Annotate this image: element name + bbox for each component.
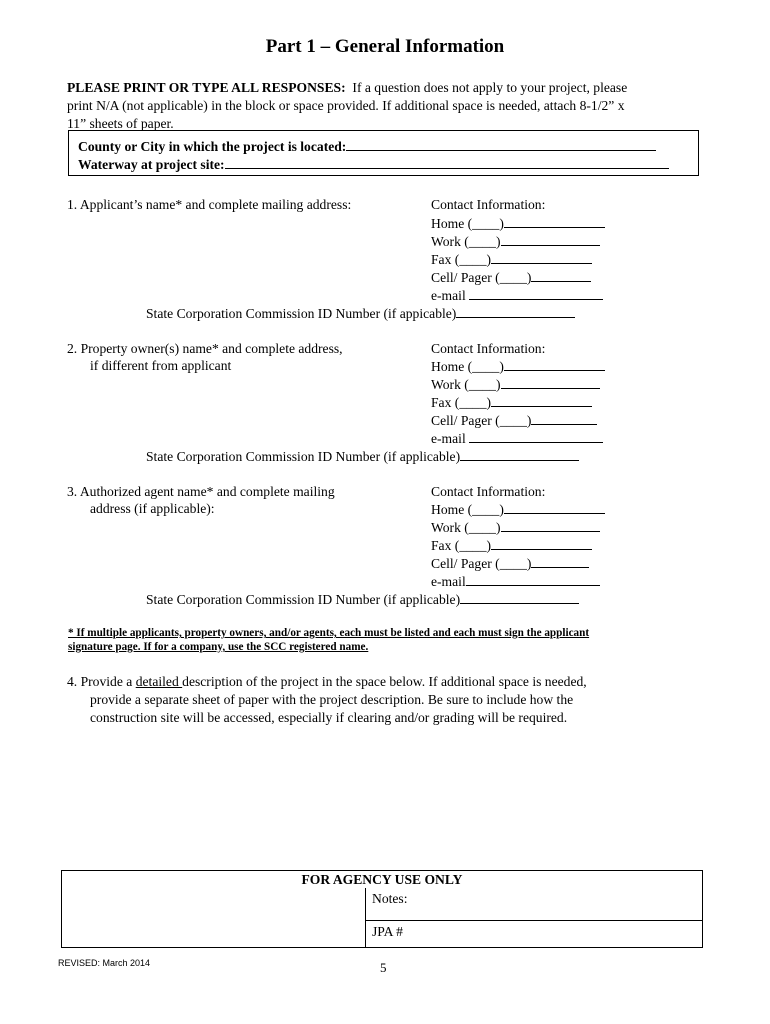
q4-text-1: description of the project in the space below. If additional space is needed, xyxy=(182,674,587,689)
q1-work-field[interactable] xyxy=(431,233,600,250)
q2-cell-field[interactable] xyxy=(431,412,597,429)
q2-work-field[interactable] xyxy=(431,376,600,393)
q2-cell-blank[interactable] xyxy=(531,412,597,425)
email-label: e-mail xyxy=(431,288,466,303)
q4-text-3: construction site will be accessed, especially if clearing and/or grading will be required. xyxy=(90,710,568,725)
instructions-heading: PLEASE PRINT OR TYPE ALL RESPONSES: xyxy=(67,80,346,95)
cell-label: Cell/ Pager (____) xyxy=(431,556,532,571)
work-label: Work (____) xyxy=(431,520,501,535)
scc-label: State Corporation Commission ID Number (if applicable) xyxy=(146,449,461,464)
q3-work-field[interactable] xyxy=(431,519,600,536)
footnote xyxy=(68,626,708,654)
q2-label: 2. Property owner(s) name* and complete address, xyxy=(67,341,343,356)
q1-work-blank[interactable] xyxy=(501,233,600,246)
county-field[interactable] xyxy=(78,138,656,155)
page-number: 5 xyxy=(380,960,387,975)
q3-fax-blank[interactable] xyxy=(491,537,592,550)
footnote-line-1: * If multiple applicants, property owners, and/or agents, each must be listed and each must sign the applicant xyxy=(68,627,590,639)
q4-emphasis: detailed xyxy=(135,674,183,689)
email-label: e-mail xyxy=(431,574,466,589)
fax-label: Fax (____) xyxy=(431,252,492,267)
home-label: Home (____) xyxy=(431,502,504,517)
agency-row-divider xyxy=(365,920,702,921)
q1-fax-blank[interactable] xyxy=(491,251,592,264)
q3-scc-field[interactable] xyxy=(146,591,579,608)
waterway-blank[interactable] xyxy=(225,156,669,169)
footnote-line-2: signature page. If for a company, use the SCC registered name. xyxy=(68,641,369,653)
q1-fax-field[interactable] xyxy=(431,251,592,268)
agency-divider xyxy=(365,888,366,947)
waterway-label: Waterway at project site: xyxy=(78,157,225,172)
fax-label: Fax (____) xyxy=(431,395,492,410)
q1-cell-field[interactable] xyxy=(431,269,591,286)
agency-notes-label: Notes: xyxy=(372,891,408,906)
q1-label: 1. Applicant’s name* and complete mailing address: xyxy=(67,197,352,212)
q4-prefix: 4. Provide a xyxy=(67,674,136,689)
location-box xyxy=(68,130,699,176)
county-label: County or City in which the project is located: xyxy=(78,139,347,154)
q1-contact-header: Contact Information: xyxy=(431,197,546,212)
agency-header: FOR AGENCY USE ONLY xyxy=(301,872,463,887)
fax-label: Fax (____) xyxy=(431,538,492,553)
cell-label: Cell/ Pager (____) xyxy=(431,413,532,428)
q1-scc-blank[interactable] xyxy=(456,305,575,318)
q2-contact-header: Contact Information: xyxy=(431,341,546,356)
project-description-area[interactable] xyxy=(67,735,697,860)
q3-fax-field[interactable] xyxy=(431,537,592,554)
q3-cell-blank[interactable] xyxy=(531,555,589,568)
q1-home-blank[interactable] xyxy=(504,215,605,228)
q3-contact-header: Contact Information: xyxy=(431,484,546,499)
q2-scc-field[interactable] xyxy=(146,448,579,465)
work-label: Work (____) xyxy=(431,234,501,249)
cell-label: Cell/ Pager (____) xyxy=(431,270,532,285)
q4-description xyxy=(67,673,677,727)
scc-label: State Corporation Commission ID Number (if applicable) xyxy=(146,592,461,607)
q2-home-field[interactable] xyxy=(431,358,605,375)
revision-date: REVISED: March 2014 xyxy=(58,958,151,968)
q2-fax-field[interactable] xyxy=(431,394,592,411)
q3-work-blank[interactable] xyxy=(501,519,600,532)
q2-scc-blank[interactable] xyxy=(460,448,579,461)
q1-email-field[interactable] xyxy=(431,287,603,304)
instructions xyxy=(67,79,707,133)
instructions-text-3: 11” sheets of paper. xyxy=(67,116,174,131)
q1-scc-field[interactable] xyxy=(146,305,575,322)
q3-label: 3. Authorized agent name* and complete mailing xyxy=(67,484,335,499)
instructions-text-1: If a question does not apply to your project, please xyxy=(352,80,628,95)
scc-label: State Corporation Commission ID Number (if appicable) xyxy=(146,306,457,321)
q3-home-field[interactable] xyxy=(431,501,605,518)
home-label: Home (____) xyxy=(431,216,504,231)
q2-home-blank[interactable] xyxy=(504,358,605,371)
agency-jpa-label: JPA # xyxy=(372,924,403,939)
q3-scc-blank[interactable] xyxy=(460,591,579,604)
instructions-text-2: print N/A (not applicable) in the block or space provided. If additional space is needed, attach 8-1/2” x xyxy=(67,98,625,113)
q2-label-2: if different from applicant xyxy=(90,358,232,373)
q1-cell-blank[interactable] xyxy=(531,269,591,282)
q1-home-field[interactable] xyxy=(431,215,605,232)
county-blank[interactable] xyxy=(346,138,656,151)
q3-home-blank[interactable] xyxy=(504,501,605,514)
q3-email-field[interactable] xyxy=(431,573,600,590)
q2-email-blank[interactable] xyxy=(469,430,603,443)
q2-email-field[interactable] xyxy=(431,430,603,447)
q2-work-blank[interactable] xyxy=(501,376,600,389)
email-label: e-mail xyxy=(431,431,466,446)
q4-text-2: provide a separate sheet of paper with the project description. Be sure to include how the xyxy=(90,692,574,707)
home-label: Home (____) xyxy=(431,359,504,374)
work-label: Work (____) xyxy=(431,377,501,392)
q3-cell-field[interactable] xyxy=(431,555,589,572)
q3-email-blank[interactable] xyxy=(466,573,600,586)
q3-label-2: address (if applicable): xyxy=(90,501,215,516)
q2-fax-blank[interactable] xyxy=(491,394,592,407)
agency-use-box xyxy=(61,870,703,948)
page-title: Part 1 – General Information xyxy=(265,36,505,57)
waterway-field[interactable] xyxy=(78,156,669,173)
q1-email-blank[interactable] xyxy=(469,287,603,300)
